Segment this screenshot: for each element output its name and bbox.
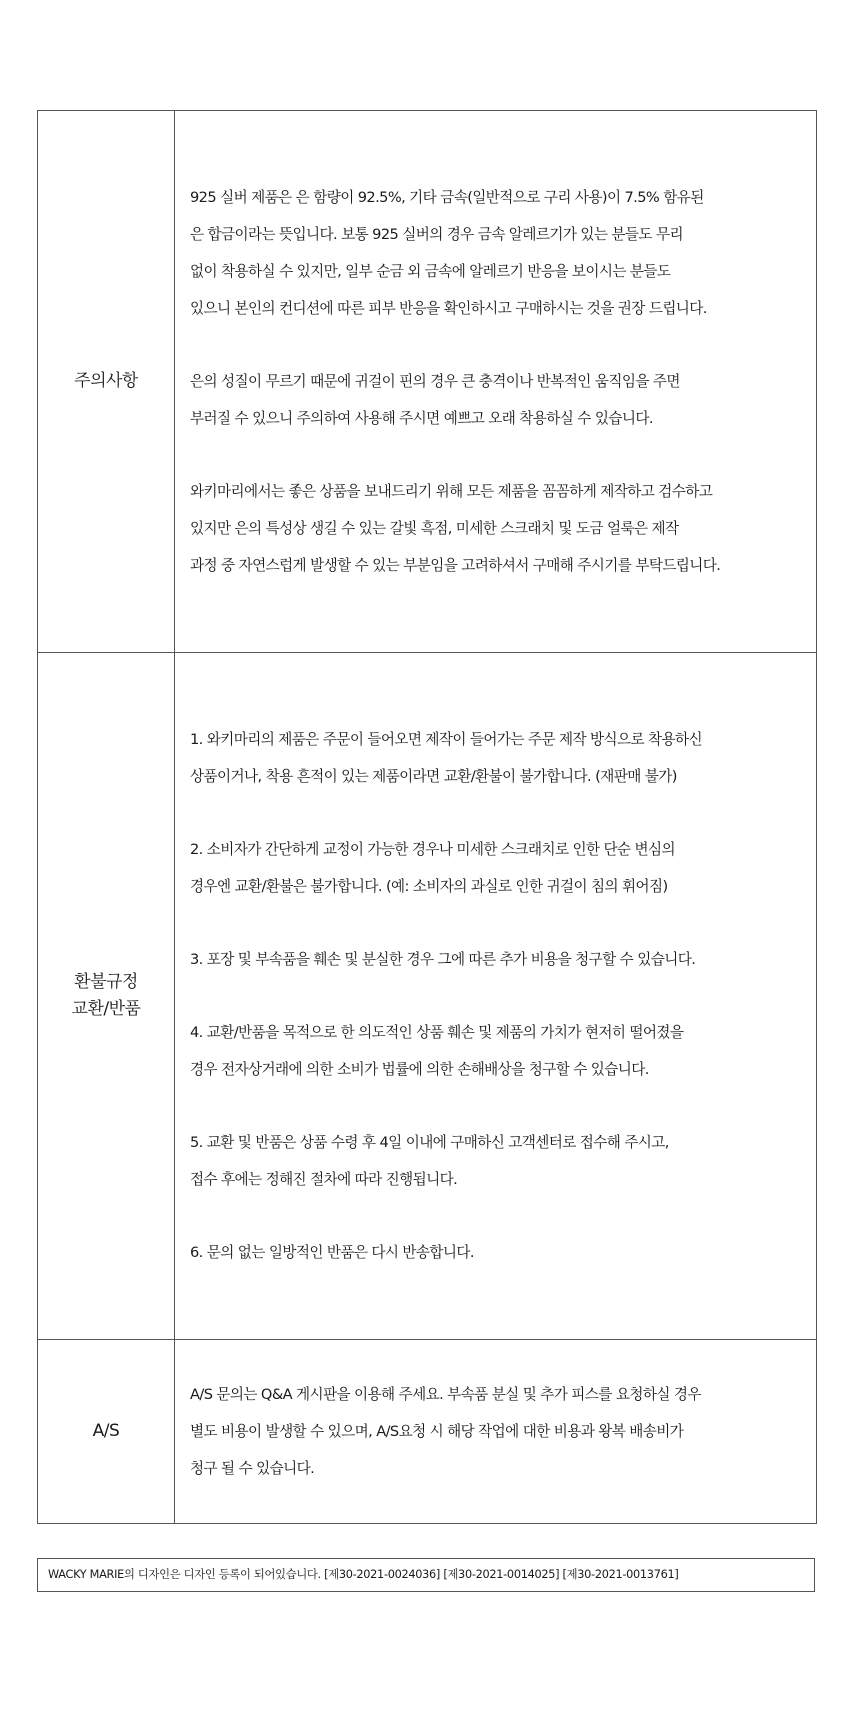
design-registration-text: WACKY MARIE의 디자인은 디자인 등록이 되어있습니다. [제30-2021-0024036] [제30-2021-0014025] [제30-2021-0013761] bbox=[48, 1568, 679, 1581]
text-line: 1. 와키마리의 제품은 주문이 들어오면 제작이 들어가는 주문 제작 방식으로 착용하신 bbox=[190, 731, 703, 748]
text-line: 청구 될 수 있습니다. bbox=[190, 1460, 315, 1477]
notice-content bbox=[175, 111, 817, 653]
refund-item-3 bbox=[190, 941, 816, 978]
text-line: 별도 비용이 발생할 수 있으며, A/S요청 시 해당 작업에 대한 비용과 왕복 배송비가 bbox=[190, 1423, 684, 1440]
as-label bbox=[38, 1340, 175, 1524]
text-line: 4. 교환/반품을 목적으로 한 의도적인 상품 훼손 및 제품의 가치가 현저히 떨어졌을 bbox=[190, 1024, 684, 1041]
text-line: 있으니 본인의 컨디션에 따른 피부 반응을 확인하시고 구매하시는 것을 권장 드립니다. bbox=[190, 300, 707, 317]
notice-label-text: 주의사항 bbox=[74, 371, 138, 391]
text-line: 없이 착용하실 수 있지만, 일부 순금 외 금속에 알레르기 반응을 보이시는 분들도 bbox=[190, 263, 671, 280]
text-line: 6. 문의 없는 일방적인 반품은 다시 반송합니다. bbox=[190, 1244, 474, 1261]
refund-label-line-1: 환불규정 bbox=[74, 972, 138, 992]
text-line: 과정 중 자연스럽게 발생할 수 있는 부분임을 고려하셔서 구매해 주시기를 부탁드립니다. bbox=[190, 557, 721, 574]
refund-item-2 bbox=[190, 831, 816, 905]
notice-paragraph-1 bbox=[190, 179, 816, 327]
refund-label bbox=[38, 653, 175, 1340]
as-paragraph bbox=[190, 1376, 816, 1487]
policy-table bbox=[37, 110, 817, 1524]
text-line: 부러질 수 있으니 주의하여 사용해 주시면 예쁘고 오래 착용하실 수 있습니다. bbox=[190, 410, 653, 427]
design-registration-notice bbox=[37, 1558, 815, 1592]
text-line: A/S 문의는 Q&A 게시판을 이용해 주세요. 부속품 분실 및 추가 피스를 요청하실 경우 bbox=[190, 1386, 701, 1403]
notice-paragraph-2 bbox=[190, 363, 816, 437]
notice-paragraph-3 bbox=[190, 473, 816, 584]
text-line: 상품이거나, 착용 흔적이 있는 제품이라면 교환/환불이 불가합니다. (재판매 불가) bbox=[190, 768, 677, 785]
as-row bbox=[38, 1340, 817, 1524]
refund-label-line-2: 교환/반품 bbox=[71, 999, 141, 1019]
refund-item-5 bbox=[190, 1124, 816, 1198]
text-line: 925 실버 제품은 은 함량이 92.5%, 기타 금속(일반적으로 구리 사용)이 7.5% 함유된 bbox=[190, 189, 704, 206]
notice-row bbox=[38, 111, 817, 653]
text-line: 은 합금이라는 뜻입니다. 보통 925 실버의 경우 금속 알레르기가 있는 분들도 무리 bbox=[190, 226, 683, 243]
text-line: 3. 포장 및 부속품을 훼손 및 분실한 경우 그에 따른 추가 비용을 청구할 수 있습니다. bbox=[190, 951, 696, 968]
text-line: 경우엔 교환/환불은 불가합니다. (예: 소비자의 과실로 인한 귀걸이 침의 휘어짐) bbox=[190, 878, 668, 895]
text-line: 2. 소비자가 간단하게 교정이 가능한 경우나 미세한 스크래치로 인한 단순 변심의 bbox=[190, 841, 676, 858]
refund-row bbox=[38, 653, 817, 1340]
as-content bbox=[175, 1340, 817, 1524]
refund-item-6 bbox=[190, 1234, 816, 1271]
refund-item-1 bbox=[190, 721, 816, 795]
text-line: 경우 전자상거래에 의한 소비가 법률에 의한 손해배상을 청구할 수 있습니다. bbox=[190, 1061, 649, 1078]
text-line: 은의 성질이 무르기 때문에 귀걸이 핀의 경우 큰 충격이나 반복적인 움직임을 주면 bbox=[190, 373, 680, 390]
refund-content bbox=[175, 653, 817, 1340]
as-label-text: A/S bbox=[92, 1421, 120, 1441]
text-line: 와키마리에서는 좋은 상품을 보내드리기 위해 모든 제품을 꼼꼼하게 제작하고 검수하고 bbox=[190, 483, 713, 500]
text-line: 접수 후에는 정해진 절차에 따라 진행됩니다. bbox=[190, 1171, 458, 1188]
notice-label bbox=[38, 111, 175, 653]
refund-item-4 bbox=[190, 1014, 816, 1088]
text-line: 5. 교환 및 반품은 상품 수령 후 4일 이내에 구매하신 고객센터로 접수해 주시고, bbox=[190, 1134, 669, 1151]
text-line: 있지만 은의 특성상 생길 수 있는 갈빛 흑점, 미세한 스크래치 및 도금 얼룩은 제작 bbox=[190, 520, 679, 537]
